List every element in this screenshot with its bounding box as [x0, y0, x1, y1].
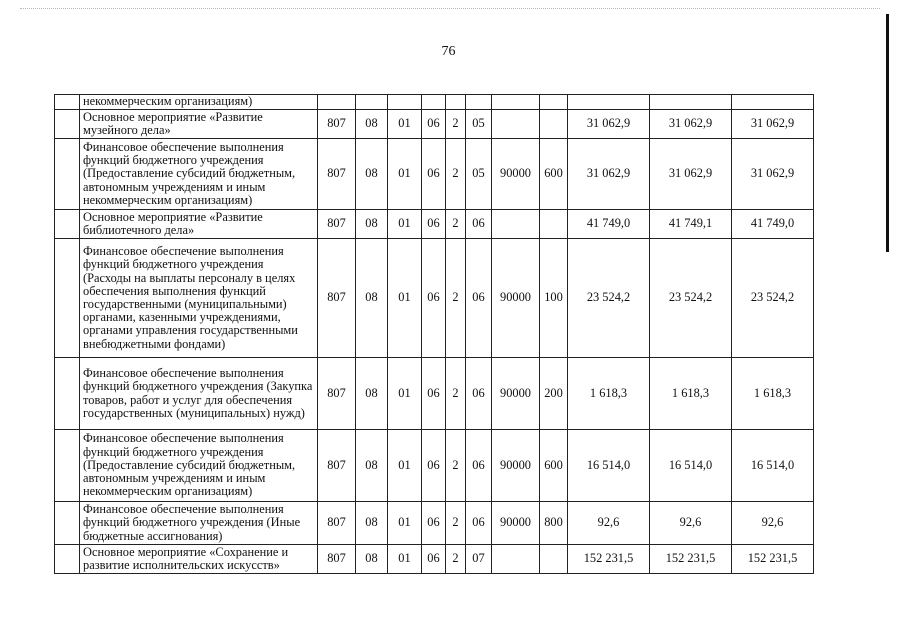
code-section: 08: [356, 430, 388, 502]
code-grbs: 807: [318, 210, 356, 239]
row-name: Финансовое обеспечение выполнения функций бюджетного учреждения (Закупка товаров, работ и услуг для обеспечения государственных (муниципальных) нужд): [80, 358, 318, 430]
code-subprogram: 2: [446, 239, 466, 358]
code-subprogram: 2: [446, 139, 466, 210]
table-row: [55, 95, 814, 110]
row-number-cell: [55, 210, 80, 239]
code-direction: [492, 110, 540, 139]
amount-year-3: 31 062,9: [732, 110, 814, 139]
code-subprogram: 2: [446, 358, 466, 430]
code-subsection: 01: [388, 430, 422, 502]
code-grbs: 807: [318, 502, 356, 545]
code-event: 06: [466, 502, 492, 545]
row-name: Финансовое обеспечение выполнения функций бюджетного учреждения (Расходы на выплаты персоналу в целях обеспечения выполнения функций государственными (муниципальными) органами, казенными учреждениями, органами управления государственными внебюджетными фондами): [80, 239, 318, 358]
code-direction: 90000: [492, 358, 540, 430]
code-subsection: 01: [388, 502, 422, 545]
row-name: Основное мероприятие «Развитие библиотечного дела»: [80, 210, 318, 239]
amount-year-1: 41 749,0: [568, 210, 650, 239]
row-number-cell: [55, 502, 80, 545]
code-expense-type: 600: [540, 139, 568, 210]
code-expense-type: [540, 95, 568, 110]
code-subprogram: 2: [446, 502, 466, 545]
code-program: 06: [422, 502, 446, 545]
code-expense-type: [540, 545, 568, 574]
amount-year-2: 1 618,3: [650, 358, 732, 430]
code-expense-type: 600: [540, 430, 568, 502]
code-grbs: 807: [318, 430, 356, 502]
table-row: [55, 139, 814, 210]
code-event: 05: [466, 110, 492, 139]
code-subprogram: [446, 95, 466, 110]
code-subsection: 01: [388, 139, 422, 210]
code-program: 06: [422, 239, 446, 358]
amount-year-3: 41 749,0: [732, 210, 814, 239]
page-number: 76: [441, 44, 456, 59]
code-grbs: 807: [318, 358, 356, 430]
code-event: 06: [466, 210, 492, 239]
code-event: 05: [466, 139, 492, 210]
amount-year-2: [650, 95, 732, 110]
amount-year-3: 31 062,9: [732, 139, 814, 210]
code-subprogram: 2: [446, 430, 466, 502]
amount-year-3: [732, 95, 814, 110]
row-name: Основное мероприятие «Сохранение и развитие исполнительских искусств»: [80, 545, 318, 574]
code-section: 08: [356, 210, 388, 239]
amount-year-3: 16 514,0: [732, 430, 814, 502]
amount-year-1: 16 514,0: [568, 430, 650, 502]
code-program: 06: [422, 210, 446, 239]
row-name: некоммерческим организациям): [80, 95, 318, 110]
code-event: 06: [466, 358, 492, 430]
code-grbs: 807: [318, 139, 356, 210]
code-section: 08: [356, 358, 388, 430]
code-subsection: 01: [388, 545, 422, 574]
row-number-cell: [55, 139, 80, 210]
code-subprogram: 2: [446, 545, 466, 574]
code-event: 07: [466, 545, 492, 574]
code-direction: [492, 95, 540, 110]
code-grbs: 807: [318, 545, 356, 574]
code-subsection: 01: [388, 239, 422, 358]
code-section: 08: [356, 502, 388, 545]
code-grbs: [318, 95, 356, 110]
amount-year-1: 23 524,2: [568, 239, 650, 358]
row-name: Финансовое обеспечение выполнения функций бюджетного учреждения (Предоставление субсидий бюджетным, автономным учреждениям и иным некоммерческим организациям): [80, 430, 318, 502]
row-number-cell: [55, 95, 80, 110]
amount-year-1: 31 062,9: [568, 139, 650, 210]
code-program: 06: [422, 358, 446, 430]
code-direction: 90000: [492, 239, 540, 358]
row-number-cell: [55, 358, 80, 430]
amount-year-3: 1 618,3: [732, 358, 814, 430]
budget-table: [54, 94, 814, 574]
table-row: [55, 545, 814, 574]
code-direction: [492, 210, 540, 239]
code-program: 06: [422, 430, 446, 502]
code-section: [356, 95, 388, 110]
code-section: 08: [356, 545, 388, 574]
amount-year-3: 23 524,2: [732, 239, 814, 358]
code-program: [422, 95, 446, 110]
code-program: 06: [422, 545, 446, 574]
code-subsection: [388, 95, 422, 110]
row-name: Финансовое обеспечение выполнения функций бюджетного учреждения (Иные бюджетные ассигнования): [80, 502, 318, 545]
table-row: [55, 502, 814, 545]
code-direction: [492, 545, 540, 574]
amount-year-1: 1 618,3: [568, 358, 650, 430]
code-subsection: 01: [388, 358, 422, 430]
code-direction: 90000: [492, 139, 540, 210]
amount-year-3: 152 231,5: [732, 545, 814, 574]
amount-year-1: 92,6: [568, 502, 650, 545]
table-row: [55, 358, 814, 430]
code-direction: 90000: [492, 502, 540, 545]
row-number-cell: [55, 239, 80, 358]
code-program: 06: [422, 139, 446, 210]
code-program: 06: [422, 110, 446, 139]
amount-year-2: 31 062,9: [650, 110, 732, 139]
code-subsection: 01: [388, 210, 422, 239]
amount-year-2: 16 514,0: [650, 430, 732, 502]
code-event: [466, 95, 492, 110]
code-grbs: 807: [318, 239, 356, 358]
amount-year-2: 92,6: [650, 502, 732, 545]
amount-year-3: 92,6: [732, 502, 814, 545]
budget-table-body: [55, 95, 814, 574]
amount-year-1: 31 062,9: [568, 110, 650, 139]
amount-year-1: [568, 95, 650, 110]
scan-top-edge: [20, 8, 880, 9]
code-subprogram: 2: [446, 110, 466, 139]
code-expense-type: 800: [540, 502, 568, 545]
code-grbs: 807: [318, 110, 356, 139]
amount-year-2: 31 062,9: [650, 139, 732, 210]
table-row: [55, 430, 814, 502]
row-number-cell: [55, 430, 80, 502]
code-direction: 90000: [492, 430, 540, 502]
code-subsection: 01: [388, 110, 422, 139]
amount-year-2: 152 231,5: [650, 545, 732, 574]
code-expense-type: 200: [540, 358, 568, 430]
amount-year-2: 41 749,1: [650, 210, 732, 239]
code-event: 06: [466, 239, 492, 358]
code-section: 08: [356, 139, 388, 210]
code-section: 08: [356, 239, 388, 358]
code-expense-type: 100: [540, 239, 568, 358]
code-section: 08: [356, 110, 388, 139]
code-expense-type: [540, 210, 568, 239]
amount-year-1: 152 231,5: [568, 545, 650, 574]
code-expense-type: [540, 110, 568, 139]
code-event: 06: [466, 430, 492, 502]
row-number-cell: [55, 110, 80, 139]
row-name: Основное мероприятие «Развитие музейного дела»: [80, 110, 318, 139]
row-number-cell: [55, 545, 80, 574]
table-row: [55, 239, 814, 358]
code-subprogram: 2: [446, 210, 466, 239]
amount-year-2: 23 524,2: [650, 239, 732, 358]
table-row: [55, 110, 814, 139]
row-name: Финансовое обеспечение выполнения функций бюджетного учреждения (Предоставление субсидий бюджетным, автономным учреждениям и иным некоммерческим организациям): [80, 139, 318, 210]
table-row: [55, 210, 814, 239]
